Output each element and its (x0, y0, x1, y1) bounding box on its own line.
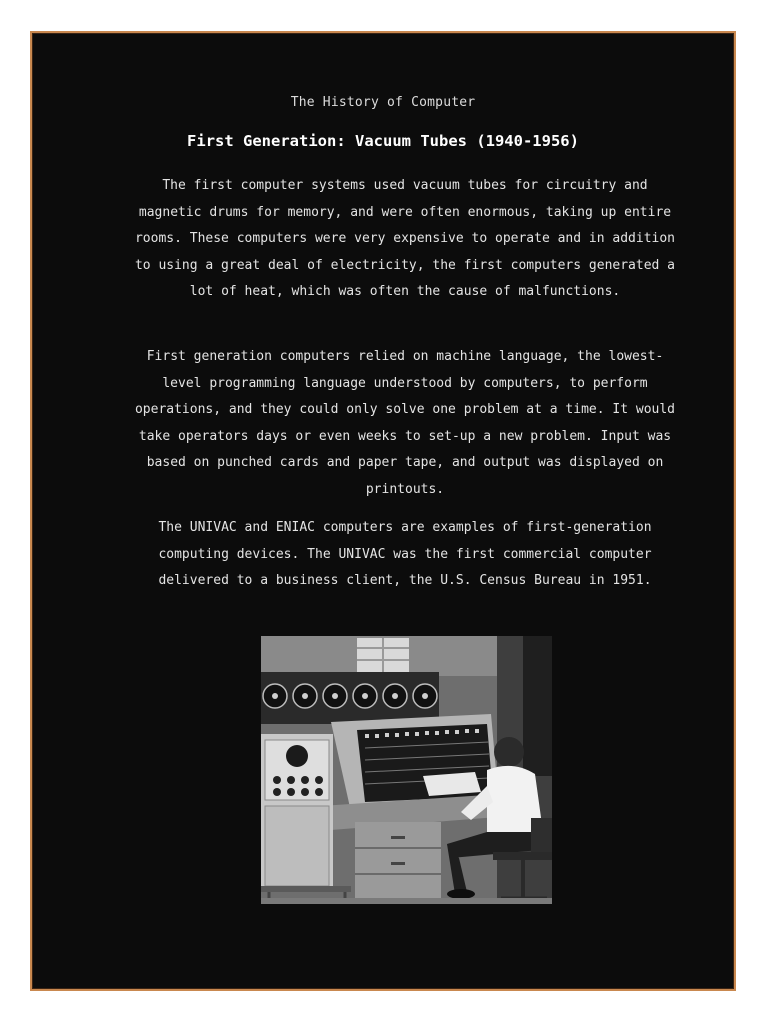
paragraph: The first computer systems used vacuum tubes for circuitry and magnetic drums for memory, and were often enormous, taking up entire rooms. These computers were very expensive to operate and in addition to using a great deal of electricity, the first computers generated a lot of heat, which was often the cause of malfunctions. (134, 178, 676, 299)
document-subtitle: The History of Computer (290, 95, 476, 110)
document-content (32, 33, 734, 989)
section-heading: First Generation: Vacuum Tubes (1940-1956) (187, 132, 579, 150)
document-page (30, 31, 736, 991)
paragraph: The UNIVAC and ENIAC computers are examples of first-generation computing devices. The UNIVAC was the first commercial computer delivered to a business client, the U.S. Census Bureau in 1951. (158, 520, 652, 588)
univac-operator-photo (261, 636, 552, 904)
univac-photo-illustration (261, 636, 552, 904)
paragraph: First generation computers relied on machine language, the lowest-level programming language understood by computers, to perform operations, and they could only solve one problem at a time. It would take operators days or even weeks to set-up a new problem. Input was based on punched cards and paper tape, and output was displayed on printouts. (134, 349, 676, 497)
